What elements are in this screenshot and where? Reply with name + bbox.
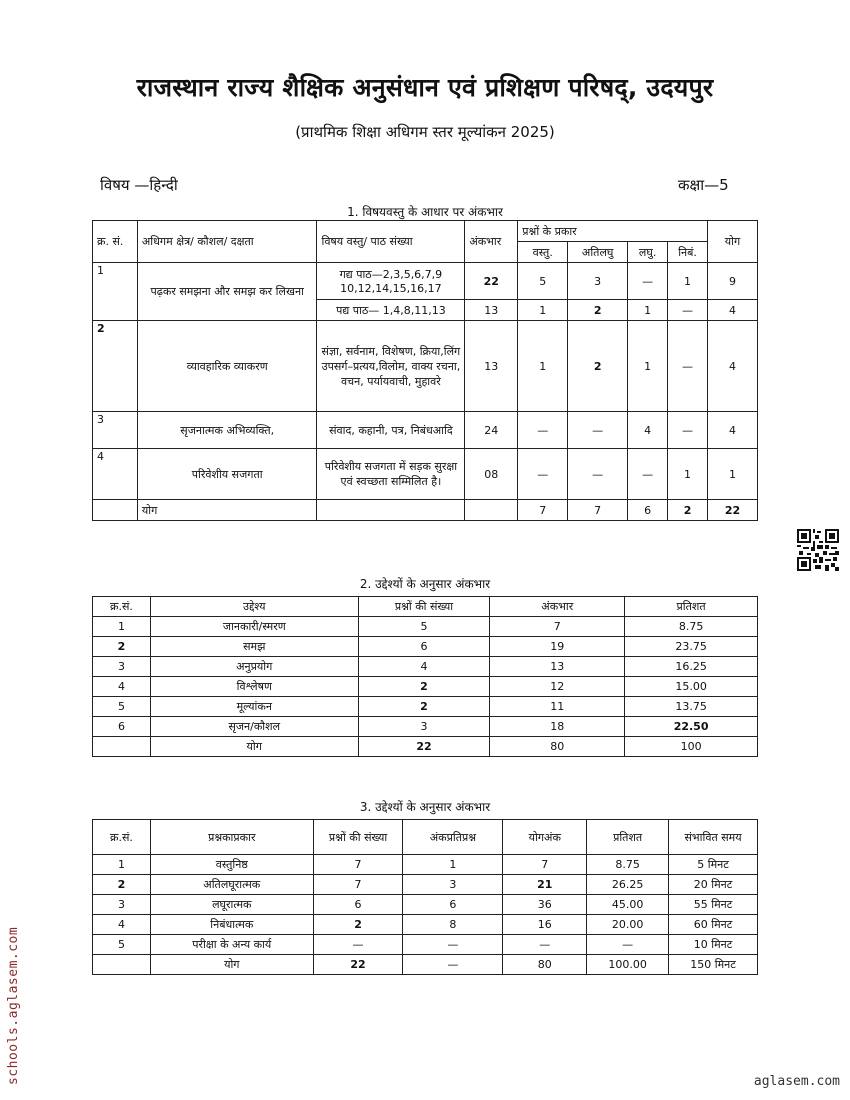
total-percent: 100 <box>625 737 758 757</box>
cell-sno: 4 <box>93 915 151 935</box>
table-row <box>93 321 758 412</box>
total-marks: 80 <box>503 955 587 975</box>
cell-time: 60 मिनट <box>669 915 758 935</box>
cell-percent: 45.00 <box>587 895 669 915</box>
cell-time: 20 मिनट <box>669 875 758 895</box>
cell-count: 6 <box>358 637 490 657</box>
row-total: 4 <box>708 321 758 412</box>
cell-percent: 22.50 <box>625 717 758 737</box>
row-sno: 3 <box>93 412 138 449</box>
cell-per-q: 3 <box>403 875 503 895</box>
header-marks: अंकभार <box>490 597 625 617</box>
header-objective: वस्तु. <box>518 242 568 263</box>
cell-percent: 13.75 <box>625 697 758 717</box>
qr-code-icon <box>797 529 839 571</box>
cell-type: वस्तुनिष्ठ <box>150 855 313 875</box>
cell-sno: 1 <box>93 617 151 637</box>
cell-sno: 3 <box>93 895 151 915</box>
row-vshort: 3 <box>568 263 628 300</box>
row-vshort: 2 <box>568 300 628 321</box>
row-obj: — <box>518 449 568 500</box>
row-sno: 2 <box>93 321 138 412</box>
table3-total-row <box>93 955 758 975</box>
content-weightage-table <box>92 220 758 521</box>
cell-percent: 8.75 <box>625 617 758 637</box>
row-area: सृजनात्मक अभिव्यक्ति, <box>137 412 317 449</box>
cell-type: परीक्षा के अन्य कार्य <box>150 935 313 955</box>
cell-sno: 4 <box>93 677 151 697</box>
row-essay: 1 <box>668 449 708 500</box>
row-essay: 1 <box>668 263 708 300</box>
cell-count: 3 <box>358 717 490 737</box>
cell-total: 7 <box>503 855 587 875</box>
table-row <box>93 263 758 300</box>
row-marks: 08 <box>465 449 518 500</box>
cell-sno: 6 <box>93 717 151 737</box>
cell-count: 5 <box>358 617 490 637</box>
row-content: परिवेशीय सजगता में सड़क सुरक्षा एवं स्वच्छता सम्मिलित है। <box>317 449 465 500</box>
table1-caption: 1. विषयवस्तु के आधार पर अंकभार <box>347 205 503 219</box>
table-row <box>93 855 758 875</box>
cell-per-q: 8 <box>403 915 503 935</box>
header-very-short: अतिलघु <box>568 242 628 263</box>
total-total: 22 <box>708 500 758 521</box>
cell-type: निबंधात्मक <box>150 915 313 935</box>
cell-sno: 5 <box>93 697 151 717</box>
header-marks: अंकभार <box>465 221 518 263</box>
cell-count: 7 <box>313 855 403 875</box>
table-row <box>93 697 758 717</box>
header-time: संभावित समय <box>669 820 758 855</box>
cell-count: 6 <box>313 895 403 915</box>
row-obj: 5 <box>518 263 568 300</box>
objective-weightage-table <box>92 596 758 757</box>
row-essay: — <box>668 412 708 449</box>
cell-count: — <box>313 935 403 955</box>
header-total-marks: योगअंक <box>503 820 587 855</box>
table-row <box>93 875 758 895</box>
cell-type: लघूरात्मक <box>150 895 313 915</box>
header-question-count: प्रश्नों की संख्या <box>358 597 490 617</box>
row-marks: 13 <box>465 321 518 412</box>
row-short: 1 <box>628 300 668 321</box>
row-essay: — <box>668 321 708 412</box>
cell-sno: 5 <box>93 935 151 955</box>
cell-percent: 15.00 <box>625 677 758 697</box>
cell-percent: 8.75 <box>587 855 669 875</box>
table-row <box>93 895 758 915</box>
cell-objective: सृजन/कौशल <box>150 717 358 737</box>
cell-marks: 18 <box>490 717 625 737</box>
row-content: पद्य पाठ— 1,4,8,11,13 <box>317 300 465 321</box>
cell-percent: 16.25 <box>625 657 758 677</box>
cell-objective: समझ <box>150 637 358 657</box>
cell-per-q: 1 <box>403 855 503 875</box>
cell-marks: 12 <box>490 677 625 697</box>
table2-caption: 2. उद्देश्यों के अनुसार अंकभार <box>359 577 491 591</box>
row-obj: — <box>518 412 568 449</box>
row-essay: — <box>668 300 708 321</box>
table3-header-row <box>93 820 758 855</box>
table-row <box>93 717 758 737</box>
footer-watermark[interactable]: aglasem.com <box>753 1074 840 1089</box>
row-sno: 4 <box>93 449 138 500</box>
row-short: — <box>628 263 668 300</box>
header-percent: प्रतिशत <box>587 820 669 855</box>
total-per-q: — <box>403 955 503 975</box>
total-essay: 2 <box>668 500 708 521</box>
row-area: व्यावहारिक व्याकरण <box>137 321 317 412</box>
cell-marks: 11 <box>490 697 625 717</box>
total-vshort: 7 <box>568 500 628 521</box>
cell-marks: 13 <box>490 657 625 677</box>
row-total: 9 <box>708 263 758 300</box>
row-content: संवाद, कहानी, पत्र, निबंधआदि <box>317 412 465 449</box>
row-marks: 13 <box>465 300 518 321</box>
table-row <box>93 935 758 955</box>
cell-objective: अनुप्रयोग <box>150 657 358 677</box>
header-sno: क्र.सं. <box>93 820 151 855</box>
table-row <box>93 412 758 449</box>
cell-count: 4 <box>358 657 490 677</box>
cell-sno: 1 <box>93 855 151 875</box>
row-short: 4 <box>628 412 668 449</box>
table-row <box>93 677 758 697</box>
table1-header-row <box>93 221 758 242</box>
header-percent: प्रतिशत <box>625 597 758 617</box>
cell-time: 10 मिनट <box>669 935 758 955</box>
header-question-type: प्रश्नकाप्रकार <box>150 820 313 855</box>
row-short: 1 <box>628 321 668 412</box>
cell-sno: 2 <box>93 637 151 657</box>
cell-percent: 26.25 <box>587 875 669 895</box>
side-watermark: schools.aglasem.com <box>6 926 21 1085</box>
header-marks-per-question: अंकप्रतिप्रश्न <box>403 820 503 855</box>
total-percent: 100.00 <box>587 955 669 975</box>
table-row <box>93 915 758 935</box>
cell-total: 21 <box>503 875 587 895</box>
total-label: योग <box>150 955 313 975</box>
table2-header-row <box>93 597 758 617</box>
header-content: विषय वस्तु/ पाठ संख्या <box>317 221 465 263</box>
table3-caption: 3. उद्देश्यों के अनुसार अंकभार <box>359 800 491 814</box>
page-subtitle: (प्राथमिक शिक्षा अधिगम स्तर मूल्यांकन 2025) <box>295 123 555 141</box>
cell-type: अतिलघूरात्मक <box>150 875 313 895</box>
cell-total: — <box>503 935 587 955</box>
cell-time: 55 मिनट <box>669 895 758 915</box>
question-type-table <box>92 819 758 975</box>
class-label: कक्षा—5 <box>678 176 729 194</box>
total-count: 22 <box>358 737 490 757</box>
header-question-count: प्रश्नों की संख्या <box>313 820 403 855</box>
table1-total-row <box>93 500 758 521</box>
row-marks: 22 <box>465 263 518 300</box>
cell-percent: — <box>587 935 669 955</box>
cell-count: 2 <box>358 697 490 717</box>
cell-percent: 20.00 <box>587 915 669 935</box>
total-label: योग <box>137 500 317 521</box>
cell-objective: मूल्यांकन <box>150 697 358 717</box>
table-row <box>93 449 758 500</box>
cell-per-q: 6 <box>403 895 503 915</box>
header-total: योग <box>708 221 758 263</box>
row-vshort: — <box>568 449 628 500</box>
cell-objective: विश्लेषण <box>150 677 358 697</box>
row-vshort: 2 <box>568 321 628 412</box>
cell-time: 5 मिनट <box>669 855 758 875</box>
header-sno: क्र.सं. <box>93 597 151 617</box>
cell-objective: जानकारी/स्मरण <box>150 617 358 637</box>
cell-percent: 23.75 <box>625 637 758 657</box>
row-total: 1 <box>708 449 758 500</box>
total-obj: 7 <box>518 500 568 521</box>
header-objective: उद्देश्य <box>150 597 358 617</box>
row-content: गद्य पाठ—2,3,5,6,7,9 10,12,14,15,16,17 <box>317 263 465 300</box>
row-area: परिवेशीय सजगता <box>137 449 317 500</box>
row-short: — <box>628 449 668 500</box>
header-essay: निबं. <box>668 242 708 263</box>
total-short: 6 <box>628 500 668 521</box>
total-marks: 80 <box>490 737 625 757</box>
cell-sno: 2 <box>93 875 151 895</box>
header-short: लघु. <box>628 242 668 263</box>
header-area: अधिगम क्षेत्र/ कौशल/ दक्षता <box>137 221 317 263</box>
header-question-types: प्रश्नों के प्रकार <box>518 221 708 242</box>
cell-count: 2 <box>358 677 490 697</box>
cell-total: 36 <box>503 895 587 915</box>
table-row <box>93 617 758 637</box>
total-count: 22 <box>313 955 403 975</box>
cell-marks: 19 <box>490 637 625 657</box>
cell-marks: 7 <box>490 617 625 637</box>
row-obj: 1 <box>518 321 568 412</box>
table-row <box>93 637 758 657</box>
subject-label: विषय —हिन्दी <box>100 176 178 194</box>
cell-sno: 3 <box>93 657 151 677</box>
total-time: 150 मिनट <box>669 955 758 975</box>
row-area: पढ़कर समझना और समझ कर लिखना <box>137 263 317 321</box>
cell-per-q: — <box>403 935 503 955</box>
cell-total: 16 <box>503 915 587 935</box>
table-row <box>93 657 758 677</box>
total-label: योग <box>150 737 358 757</box>
row-sno: 1 <box>93 263 138 321</box>
row-obj: 1 <box>518 300 568 321</box>
header-sno: क्र. सं. <box>93 221 138 263</box>
row-vshort: — <box>568 412 628 449</box>
cell-count: 2 <box>313 915 403 935</box>
table2-total-row <box>93 737 758 757</box>
row-marks: 24 <box>465 412 518 449</box>
cell-count: 7 <box>313 875 403 895</box>
row-total: 4 <box>708 412 758 449</box>
page-title: राजस्थान राज्य शैक्षिक अनुसंधान एवं प्रशिक्षण परिषद्, उदयपुर <box>136 73 714 102</box>
row-content: संज्ञा, सर्वनाम, विशेषण, क्रिया,लिंग उपसर्ग–प्रत्यय,विलोम, वाक्य रचना, वचन, पर्यायवाची, मुहावरे <box>317 321 465 412</box>
row-total: 4 <box>708 300 758 321</box>
